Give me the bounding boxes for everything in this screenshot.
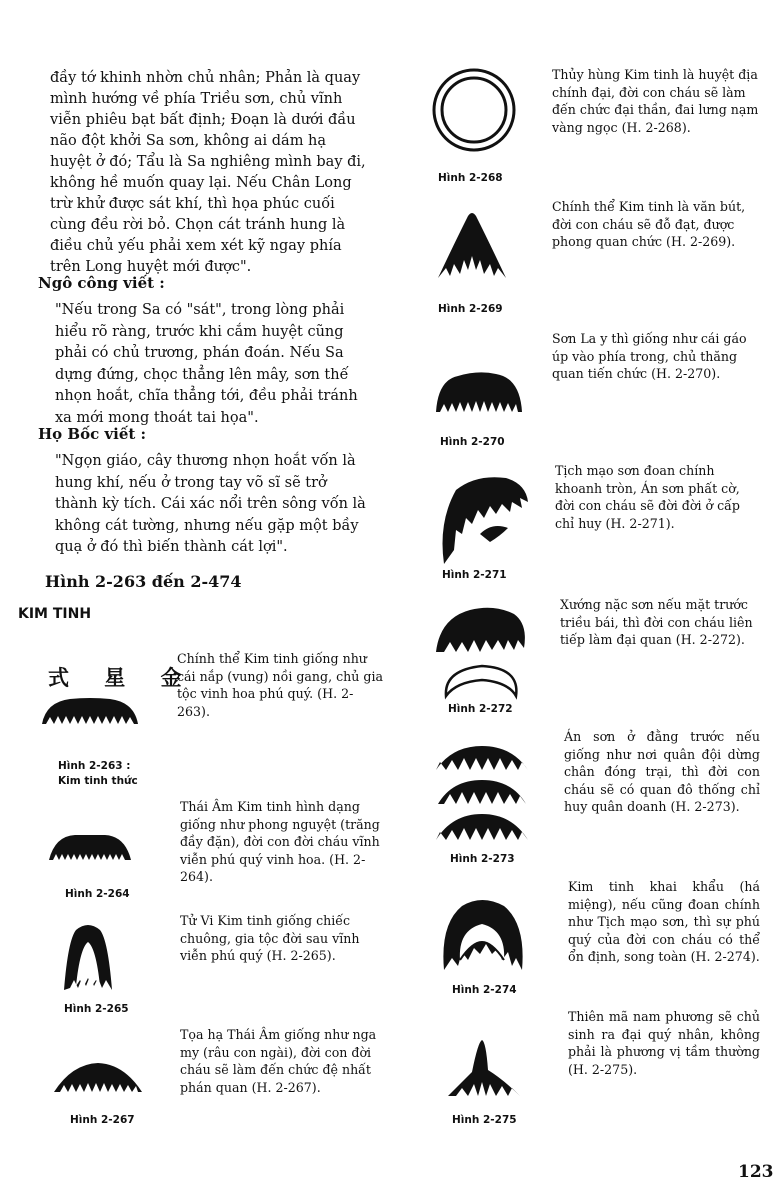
fig-270-image <box>434 368 524 414</box>
fig-274-caption: Hình 2-274 <box>452 984 517 996</box>
fig-275-caption: Hình 2-275 <box>452 1114 517 1126</box>
quote-ngo-cong: "Nếu trong Sa có "sát", trong lòng phải hiểu rõ ràng, trước khi cắm huyệt cũng phải có chủ trương, phán đoán. Nếu Sa dựng đứng, chọc thẳng lên mây, sơn thế nhọn hoắt, chĩa thẳng tới, đều phải tránh xa mới mong thoát tai họa". <box>55 302 358 426</box>
heading-ho-boc: Họ Bốc viết : <box>38 425 147 443</box>
quote-ho-boc: "Ngọn giáo, cây thương nhọn hoắt vốn là hung khí, nếu ở trong tay võ sĩ sẽ trở thành kỳ tích. Cái xác nổi trên sông vốn là không cát tường, nhưng nếu gặp một bầy quạ ở đó thì biến thành cát lợi". <box>55 453 366 555</box>
intro-paragraph: đầy tớ khinh nhờn chủ nhân; Phản là quay mình hướng về phía Triều sơn, chủ vĩnh viễn phiêu bạt bất định; Đoạn là dưới đầu não đột khởi Sa sơn, không ai dám hạ huyệt ở đó; Tẩu là Sa nghiêng mình bay đi, không hề muốn quay lại. Nếu Chân Long trừ khử được sát khí, thì họa phúc cuối cùng đều rời bỏ. Chọn cát tránh hung là điều chủ yếu phải xem xét kỹ ngay phía trên Long huyệt mới được". <box>50 70 366 275</box>
fig-274-image <box>440 894 526 974</box>
page-number: 123 <box>738 1162 774 1182</box>
fig-269-caption: Hình 2-269 <box>438 303 503 315</box>
fig-270-caption: Hình 2-270 <box>440 436 505 448</box>
figures-range-heading: Hình 2-263 đến 2-474 <box>45 572 242 591</box>
fig-263-subcaption: Kim tinh thức <box>58 775 138 787</box>
fig-268-image <box>430 66 518 154</box>
fig-273-image <box>432 742 532 848</box>
chinese-label: 式 星 金 <box>48 666 196 690</box>
fig-263-caption: Hình 2-263 : <box>58 760 131 772</box>
heading-ngo-cong: Ngô công viết : <box>38 274 165 292</box>
fig-269-description: Chính thể Kim tinh là văn bút, đời con cháu sẽ đỗ đạt, được phong quan chức (H. 2-269). <box>552 199 746 249</box>
fig-265-caption: Hình 2-265 <box>64 1003 129 1015</box>
fig-267-description: Tọa hạ Thái Âm giống như nga my (râu con ngài), đời con đời cháu sẽ làm đến chức đệ nhất phán quan (H. 2-267). <box>180 1027 377 1095</box>
fig-272-caption: Hình 2-272 <box>448 703 513 715</box>
fig-263-description: Chính thể Kim tinh giống như cái nắp (vung) nồi gang, chủ gia tộc vinh hoa phú quý. (H. 2-263). <box>177 651 383 719</box>
fig-271-caption: Hình 2-271 <box>442 569 507 581</box>
fig-268-caption: Hình 2-268 <box>438 172 503 184</box>
fig-269-image <box>436 208 508 280</box>
fig-273-description: Án sơn ở đằng trước nếu giống như nơi quân đội dừng chân đóng trại, thì đời con cháu sẽ có quan đô thống chỉ huy quân doanh (H. 2-273). <box>564 729 760 814</box>
fig-265-description: Tử Vi Kim tinh giống chiếc chuông, gia tộc đời sau vĩnh viễn phú quý (H. 2-265). <box>180 913 360 963</box>
fig-271-image <box>436 472 530 568</box>
fig-275-description: Thiên mã nam phương sẽ chủ sinh ra đại quý nhân, không phải là phương vị tầm thường (H. 2-275). <box>568 1009 760 1077</box>
section-title: KIM TINH <box>18 606 92 622</box>
fig-273-caption: Hình 2-273 <box>450 853 515 865</box>
fig-272-image <box>434 604 528 698</box>
fig-275-image <box>446 1036 522 1100</box>
fig-272-description: Xướng nặc sơn nếu mặt trước triều bái, thì đời con cháu liên tiếp làm đại quan (H. 2-272). <box>560 597 753 647</box>
fig-267-caption: Hình 2-267 <box>70 1114 135 1126</box>
fig-267-image <box>52 1060 144 1096</box>
fig-264-description: Thái Âm Kim tinh hình dạng giống như phong nguyệt (trăng đầy đặn), đời con đời cháu vĩnh viễn phú quý vinh hoa. (H. 2-264). <box>180 799 380 884</box>
fig-274-description: Kim tinh khai khẩu (há miệng), nếu cũng đoan chính như Tịch mạo sơn, thì sự phú quý của đời con cháu có thể ổn định, song toàn (H. 2-274). <box>568 879 760 964</box>
fig-263-image <box>40 690 140 730</box>
fig-264-image <box>45 832 135 864</box>
fig-268-description: Thủy hùng Kim tinh là huyệt địa chính đại, đời con cháu sẽ làm đến chức đại thần, đai lưng nạm vàng ngọc (H. 2-268). <box>552 67 759 135</box>
fig-270-description: Sơn La y thì giống như cái gáo úp vào phía trong, chủ thăng quan tiến chức (H. 2-270). <box>552 331 747 381</box>
fig-264-caption: Hình 2-264 <box>65 888 130 900</box>
fig-271-description: Tịch mạo sơn đoan chính khoanh tròn, Án sơn phất cờ, đời con cháu sẽ đời đời ở cấp chỉ huy (H. 2-271). <box>555 463 740 531</box>
fig-265-image <box>62 920 114 992</box>
